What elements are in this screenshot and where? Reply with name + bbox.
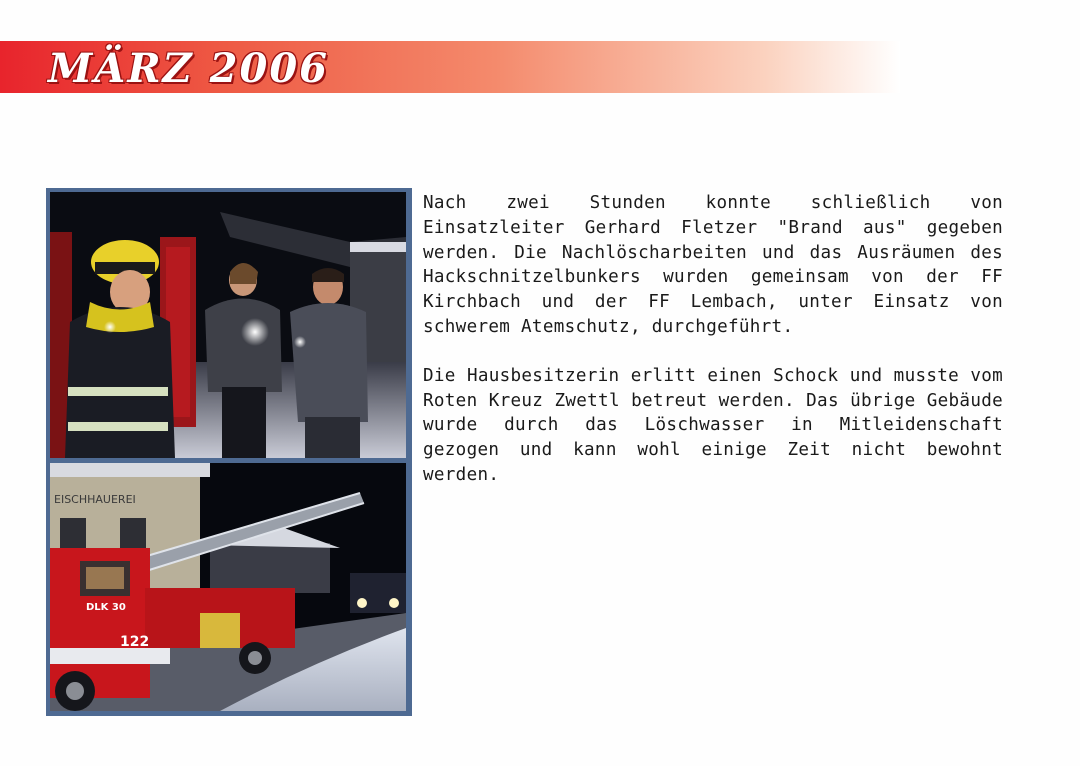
photo-ladder-truck [50,463,406,711]
truck-plate-label: DLK 30 [86,602,126,613]
truck-number-label: 122 [120,634,150,650]
article-paragraph-1: Nach zwei Stunden konnte schließlich von Einsatzleiter Gerhard Fletzer "Brand aus" gegeben werden. Die Nachlöscharbeiten und das Ausräumen des Hackschnitzelbunkers wurden gemeinsam von der FF Kirchbach und der FF Lembach, unter Einsatz von schwerem Atemschutz, durchgeführt. [423,193,1003,337]
page-title: MÄRZ 2006 [48,45,330,92]
article-paragraph-2: Die Hausbesitzerin erlitt einen Schock und musste vom Roten Kreuz Zwettl betreut werden. Das übrige Gebäude wurde durch das Löschwasser in Mitleidenschaft gezogen und kann wohl einige Zeit nicht bewohnt werden. [423,365,1003,485]
article-text [423,191,1003,512]
photo-frame [46,188,412,716]
photo-ladder-truck-image [50,463,406,711]
photo-firefighters-image [50,192,406,458]
photo-firefighters [50,192,406,458]
building-sign: EISCHHAUEREI [54,493,136,506]
